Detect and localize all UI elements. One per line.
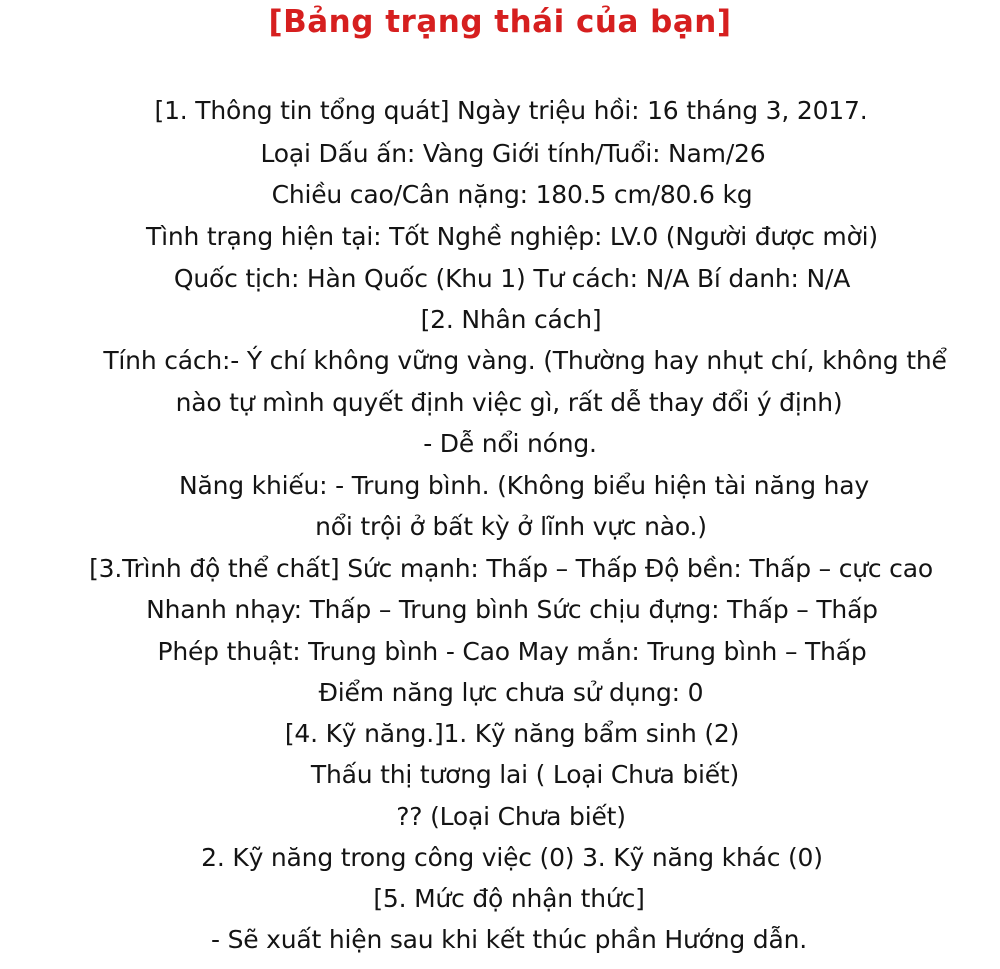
physical-stats-line-1: [3.Trình độ thể chất] Sức mạnh: Thấp – Thấp Độ bền: Thấp – cực cao (89, 554, 933, 583)
skill-item-2: ?? (Loại Chưa biết) (396, 802, 626, 831)
unused-points-line: Điểm năng lực chưa sử dụng: 0 (318, 678, 704, 707)
awareness-note-line: - Sẽ xuất hiện sau khi kết thúc phần Hướng dẫn. (211, 925, 807, 954)
physical-stats-line-2: Nhanh nhạy: Thấp – Trung bình Sức chịu đựng: Thấp – Thấp (146, 595, 878, 624)
physical-stats-line-3: Phép thuật: Trung bình - Cao May mắn: Trung bình – Thấp (157, 637, 867, 666)
awareness-section-heading: [5. Mức độ nhận thức] (373, 884, 645, 913)
skill-item-1: Thấu thị tương lai ( Loại Chưa biết) (310, 760, 740, 789)
personality-section-heading: [2. Nhân cách] (420, 305, 602, 334)
mark-gender-age-line: Loại Dấu ấn: Vàng Giới tính/Tuổi: Nam/26 (260, 139, 766, 168)
height-weight-line: Chiều cao/Cân nặng: 180.5 cm/80.6 kg (271, 180, 753, 209)
personality-line-3: - Dễ nổi nóng. (423, 429, 597, 458)
skill-counts-line: 2. Kỹ năng trong công việc (0) 3. Kỹ năng khác (0) (201, 843, 823, 872)
talent-line-2: nổi trội ở bất kỳ ở lĩnh vực nào.) (315, 512, 707, 541)
condition-job-line: Tình trạng hiện tại: Tốt Nghề nghiệp: LV.0 (Người được mời) (146, 222, 878, 251)
status-window-title: [Bảng trạng thái của bạn] (268, 4, 732, 40)
personality-line-2: nào tự mình quyết định việc gì, rất dễ thay đổi ý định) (175, 388, 843, 417)
personality-line-1: Tính cách:- Ý chí không vững vàng. (Thường hay nhụt chí, không thể (103, 346, 947, 375)
skills-section-heading: [4. Kỹ năng.]1. Kỹ năng bẩm sinh (2) (284, 719, 740, 748)
general-info-line: [1. Thông tin tổng quát] Ngày triệu hồi: 16 tháng 3, 2017. (154, 96, 868, 125)
nationality-line: Quốc tịch: Hàn Quốc (Khu 1) Tư cách: N/A Bí danh: N/A (173, 264, 851, 293)
talent-line-1: Năng khiếu: - Trung bình. (Không biểu hiện tài năng hay (179, 471, 869, 500)
